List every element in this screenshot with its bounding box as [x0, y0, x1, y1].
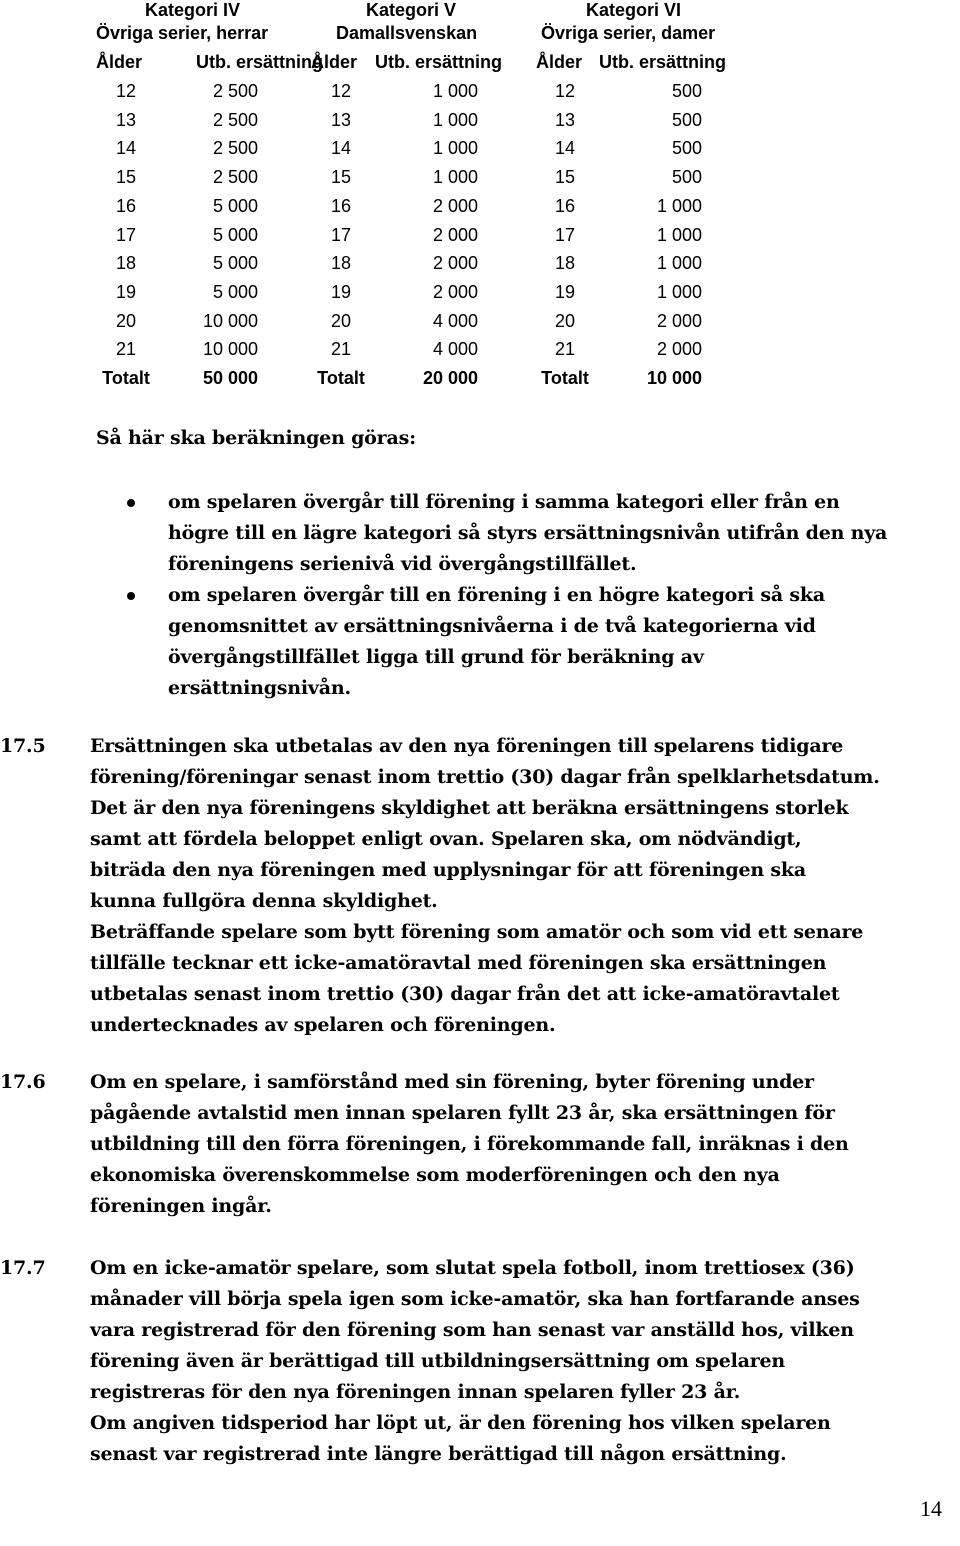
section-line: pågående avtalstid men innan spelaren fyllt 23 år, ska ersättningen för: [90, 1102, 835, 1124]
section-line: förening även är berättigad till utbildningsersättning om spelaren: [90, 1350, 786, 1372]
table-cell: 21: [554, 339, 576, 359]
page-number: 14: [920, 1496, 942, 1521]
column-header-age: Ålder: [536, 52, 583, 72]
section-line: Ersättningen ska utbetalas av den nya föreningen till spelarens tidigare: [90, 735, 844, 757]
table-cell: 5 000: [212, 225, 258, 245]
section-line: Om en spelare, i samförstånd med sin förening, byter förening under: [90, 1071, 814, 1093]
bullet-line: om spelaren övergår till en förening i en högre kategori så ska: [168, 584, 825, 606]
section-line: utbildning till den förra föreningen, i förekommande fall, inräknas i den: [90, 1133, 849, 1155]
table-cell: 13: [115, 110, 137, 130]
table-total-cell: Totalt: [541, 368, 589, 388]
bullet-item: [96, 487, 960, 580]
table-cell: 1 000: [432, 110, 478, 130]
calculation-heading: Så här ska beräkningen göras:: [96, 427, 416, 449]
section-line: kunna fullgöra denna skyldighet.: [90, 890, 438, 912]
bullet-line: genomsnittet av ersättningsnivåerna i de två kategorierna vid: [168, 615, 816, 637]
section-line: undertecknades av spelaren och föreningen.: [90, 1014, 556, 1036]
table-cell: 5 000: [212, 196, 258, 216]
table-cell: 500: [671, 110, 702, 130]
bullet-line: om spelaren övergår till förening i samma kategori eller från en: [168, 491, 840, 513]
table-cell: 14: [115, 138, 137, 158]
section-line: utbetalas senast inom trettio (30) dagar från det att icke-amatöravtalet: [90, 983, 840, 1005]
table-cell: 2 000: [432, 253, 478, 273]
table-total-cell: Totalt: [317, 368, 365, 388]
table-cell: 10 000: [202, 339, 258, 359]
table-cell: 5 000: [212, 253, 258, 273]
table-cell: 1 000: [656, 196, 702, 216]
table-cell: 15: [330, 167, 352, 187]
section-number: 17.6: [0, 1071, 46, 1093]
table-cell: 2 000: [432, 282, 478, 302]
table-cell: 13: [554, 110, 576, 130]
section-line: Om angiven tidsperiod har löpt ut, är den förening hos vilken spelaren: [90, 1412, 831, 1434]
table-total-cell: 50 000: [202, 368, 258, 388]
table-cell: 500: [671, 81, 702, 101]
category-iv-subtitle: Övriga serier, herrar: [96, 23, 269, 43]
section-line: månader vill börja spela igen som icke-amatör, ska han fortfarande anses: [90, 1288, 860, 1310]
bullet-item: [96, 580, 960, 704]
table-cell: 17: [330, 225, 352, 245]
table-cell: 15: [554, 167, 576, 187]
section-line: senast var registrerad inte längre berättigad till någon ersättning.: [90, 1443, 787, 1465]
table-cell: 5 000: [212, 282, 258, 302]
table-cell: 20: [115, 311, 137, 331]
table-cell: 13: [330, 110, 352, 130]
table-cell: 20: [330, 311, 352, 331]
table-cell: 2 000: [432, 225, 478, 245]
bullet-icon: [127, 592, 135, 600]
table-cell: 16: [554, 196, 576, 216]
section-number: 17.7: [0, 1257, 46, 1279]
table-cell: 500: [671, 138, 702, 158]
table-cell: 12: [115, 81, 137, 101]
table-total-cell: 10 000: [646, 368, 702, 388]
bullet-line: högre till en lägre kategori så styrs ersättningsnivån utifrån den nya: [168, 522, 888, 544]
category-iv-title: Kategori IV: [145, 0, 241, 20]
column-header-compensation: Utb. ersättning: [599, 52, 727, 72]
column-header-age: Ålder: [311, 52, 358, 72]
section-line: samt att fördela beloppet enligt ovan. Spelaren ska, om nödvändigt,: [90, 828, 802, 850]
table-cell: 16: [330, 196, 352, 216]
calculation-bullet-list: [96, 487, 960, 704]
column-header-compensation: Utb. ersättning: [196, 52, 324, 72]
section-line: föreningen ingår.: [90, 1195, 272, 1217]
section-line: Beträffande spelare som bytt förening som amatör och som vid ett senare: [90, 921, 864, 943]
category-v-title: Kategori V: [366, 0, 457, 20]
table-cell: 2 000: [656, 311, 702, 331]
table-cell: 1 000: [656, 225, 702, 245]
table-cell: 2 500: [212, 138, 258, 158]
table-cell: 17: [115, 225, 137, 245]
table-cell: 2 500: [212, 167, 258, 187]
table-cell: 2 000: [656, 339, 702, 359]
category-vi-title: Kategori VI: [586, 0, 682, 20]
bullet-line: föreningens serienivå vid övergångstillfället.: [168, 553, 637, 575]
table-cell: 19: [115, 282, 137, 302]
table-cell: 12: [330, 81, 352, 101]
bullet-line: ersättningsnivån.: [168, 677, 351, 699]
table-cell: 2 500: [212, 81, 258, 101]
table-cell: 14: [330, 138, 352, 158]
table-cell: 1 000: [656, 282, 702, 302]
bullet-icon: [127, 499, 135, 507]
table-cell: 14: [554, 138, 576, 158]
section-line: vara registrerad för den förening som han senast var anställd hos, vilken: [90, 1319, 854, 1341]
table-cell: 18: [330, 253, 352, 273]
table-cell: 17: [554, 225, 576, 245]
column-header-age: Ålder: [96, 52, 143, 72]
table-cell: 500: [671, 167, 702, 187]
section-line: biträda den nya föreningen med upplysningar för att föreningen ska: [90, 859, 806, 881]
table-cell: 18: [554, 253, 576, 273]
section-line: registreras för den nya föreningen innan spelaren fyller 23 år.: [90, 1381, 741, 1403]
table-cell: 2 000: [432, 196, 478, 216]
section-body: [90, 1067, 950, 1222]
table-total-cell: 20 000: [422, 368, 478, 388]
table-cell: 20: [554, 311, 576, 331]
table-cell: 19: [554, 282, 576, 302]
section-line: Om en icke-amatör spelare, som slutat spela fotboll, inom trettiosex (36): [90, 1257, 855, 1279]
table-cell: 4 000: [432, 311, 478, 331]
table-total-cell: Totalt: [102, 368, 150, 388]
section-line: Det är den nya föreningens skyldighet att beräkna ersättningens storlek: [90, 797, 849, 819]
category-vi-subtitle: Övriga serier, damer: [541, 23, 716, 43]
table-cell: 21: [115, 339, 137, 359]
table-cell: 1 000: [656, 253, 702, 273]
table-cell: 1 000: [432, 81, 478, 101]
table-cell: 21: [330, 339, 352, 359]
table-cell: 4 000: [432, 339, 478, 359]
section-line: tillfälle tecknar ett icke-amatöravtal med föreningen ska ersättningen: [90, 952, 827, 974]
category-v-subtitle: Damallsvenskan: [336, 23, 478, 43]
table-cell: 2 500: [212, 110, 258, 130]
table-cell: 12: [554, 81, 576, 101]
section-number: 17.5: [0, 735, 46, 757]
table-cell: 1 000: [432, 167, 478, 187]
table-cell: 1 000: [432, 138, 478, 158]
table-cell: 10 000: [202, 311, 258, 331]
column-header-compensation: Utb. ersättning: [375, 52, 503, 72]
table-cell: 15: [115, 167, 137, 187]
section-body: [90, 731, 950, 1041]
section-line: ekonomiska överenskommelse som moderföreningen och den nya: [90, 1164, 780, 1186]
section-body: [90, 1253, 950, 1470]
table-cell: 19: [330, 282, 352, 302]
section-line: förening/föreningar senast inom trettio (30) dagar från spelklarhetsdatum.: [90, 766, 880, 788]
table-cell: 16: [115, 196, 137, 216]
table-cell: 18: [115, 253, 137, 273]
bullet-line: övergångstillfället ligga till grund för beräkning av: [168, 646, 704, 668]
